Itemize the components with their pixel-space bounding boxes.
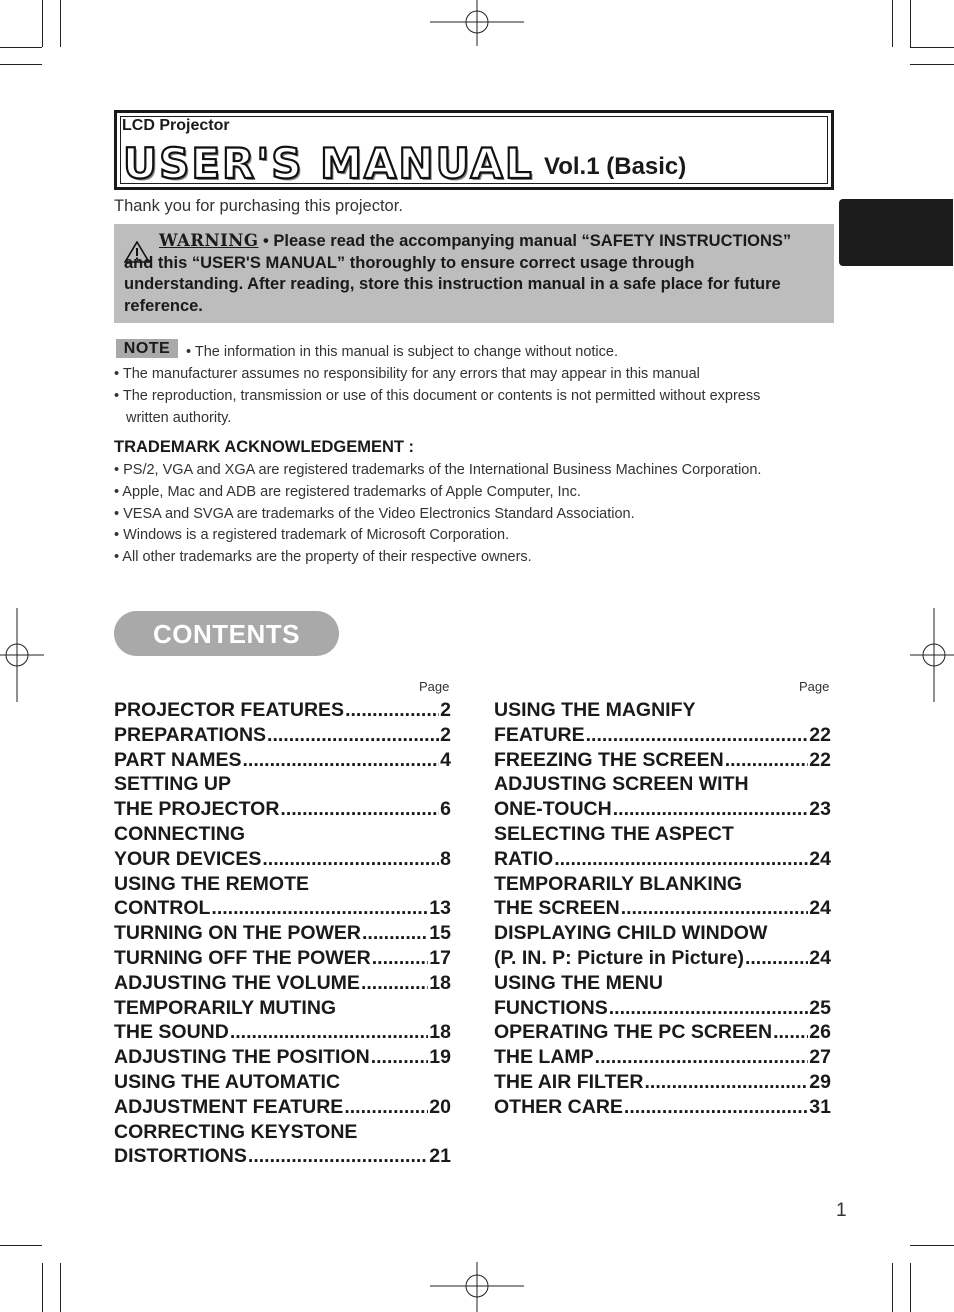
toc-entry-page: 6 bbox=[440, 798, 451, 821]
toc-entry bbox=[494, 797, 831, 822]
toc-leader-dots bbox=[345, 698, 439, 723]
trademark-heading: TRADEMARK ACKNOWLEDGEMENT : bbox=[114, 438, 415, 456]
toc-entry-label: USING THE MENU bbox=[494, 971, 664, 994]
toc-entry bbox=[114, 772, 451, 797]
toc-leader-dots bbox=[248, 1144, 428, 1169]
toc-entry-label: THE AIR FILTER bbox=[494, 1070, 644, 1093]
toc-entry-label: TURNING ON THE POWER bbox=[114, 922, 361, 945]
trademark-item: • PS/2, VGA and XGA are registered trademarks of the International Business Machines Corporation. bbox=[114, 462, 762, 478]
toc-leader-dots bbox=[361, 971, 428, 996]
toc-leader-dots bbox=[613, 797, 809, 822]
toc-entry bbox=[114, 1144, 451, 1169]
toc-entry bbox=[494, 822, 831, 847]
toc-entry bbox=[114, 1020, 451, 1045]
toc-entry-page: 18 bbox=[429, 1021, 451, 1044]
registration-mark-left bbox=[0, 608, 44, 702]
toc-entry bbox=[494, 723, 831, 748]
toc-entry-label: USING THE AUTOMATIC bbox=[114, 1070, 341, 1093]
toc-entry-page: 2 bbox=[440, 699, 451, 721]
toc-entry bbox=[114, 946, 451, 971]
language-tab bbox=[839, 199, 953, 266]
toc-entry bbox=[114, 1070, 451, 1095]
toc-entry-page: 4 bbox=[440, 748, 451, 771]
toc-entry-label: (P. IN. P: Picture in Picture) bbox=[494, 946, 744, 969]
toc-entry-label: ADJUSTING THE VOLUME bbox=[114, 971, 360, 994]
toc-entry-page: 27 bbox=[809, 1046, 831, 1069]
toc-leader-dots bbox=[242, 748, 439, 773]
toc-entry-page: 21 bbox=[429, 1145, 451, 1168]
product-label: LCD Projector bbox=[122, 117, 230, 134]
toc-entry-label: USING THE REMOTE bbox=[114, 872, 310, 895]
note-badge: NOTE bbox=[116, 339, 178, 358]
toc-entry-label: THE PROJECTOR bbox=[114, 798, 280, 821]
toc-entry bbox=[114, 921, 451, 946]
note-item: • The reproduction, transmission or use of this document or contents is not permitted without express bbox=[114, 388, 761, 404]
toc-leader-dots bbox=[773, 1020, 808, 1045]
toc-entry-label: THE SOUND bbox=[114, 1021, 229, 1044]
toc-entry bbox=[114, 748, 451, 773]
page-column-header: Page bbox=[419, 679, 450, 694]
toc-entry-page: 8 bbox=[440, 847, 451, 870]
toc-leader-dots bbox=[211, 896, 428, 921]
toc-entry bbox=[494, 847, 831, 872]
toc-entry bbox=[494, 1070, 831, 1095]
toc-entry-page: 24 bbox=[809, 897, 831, 920]
toc-entry bbox=[114, 996, 451, 1021]
registration-mark-bottom bbox=[430, 1262, 524, 1312]
note-item: • The manufacturer assumes no responsibility for any errors that may appear in this manual bbox=[114, 366, 700, 382]
toc-entry-label: THE LAMP bbox=[494, 1046, 594, 1069]
toc-entry bbox=[114, 847, 451, 872]
note-item: written authority. bbox=[126, 410, 232, 426]
warning-box bbox=[114, 224, 834, 323]
toc-entry-label: ADJUSTING SCREEN WITH bbox=[494, 773, 749, 796]
toc-entry bbox=[114, 872, 451, 897]
toc-entry-page: 20 bbox=[429, 1095, 451, 1118]
volume-label: Vol.1 (Basic) bbox=[544, 153, 687, 180]
toc-entry bbox=[494, 921, 831, 946]
toc-entry-page: 19 bbox=[429, 1046, 451, 1069]
toc-entry-label: SELECTING THE ASPECT bbox=[494, 822, 734, 845]
toc-entry-label: FUNCTIONS bbox=[494, 996, 608, 1019]
toc-entry bbox=[114, 698, 451, 723]
contents-heading: CONTENTS bbox=[114, 611, 339, 656]
toc-entry-label: USING THE MAGNIFY bbox=[494, 699, 696, 721]
toc-leader-dots bbox=[609, 996, 809, 1021]
trademark-item: • VESA and SVGA are trademarks of the Video Electronics Standard Association. bbox=[114, 506, 635, 522]
toc-entry-page: 24 bbox=[809, 847, 831, 870]
toc-entry-page: 26 bbox=[809, 1021, 831, 1044]
toc-entry bbox=[494, 872, 831, 897]
toc-entry-label: CONTROL bbox=[114, 897, 211, 920]
toc-entry-label: PREPARATIONS bbox=[114, 723, 267, 746]
toc-entry-label: PART NAMES bbox=[114, 748, 242, 771]
toc-leader-dots bbox=[745, 946, 808, 971]
toc-entry-page: 13 bbox=[429, 897, 451, 920]
toc-leader-dots bbox=[595, 1045, 809, 1070]
toc-entry bbox=[494, 996, 831, 1021]
toc-entry bbox=[114, 1095, 451, 1120]
toc-entry-label: SETTING UP bbox=[114, 773, 232, 796]
toc-entry-page: 24 bbox=[809, 946, 831, 969]
trademark-item: • Apple, Mac and ADB are registered trademarks of Apple Computer, Inc. bbox=[114, 484, 581, 500]
manual-title: USER'S MANUAL bbox=[123, 139, 534, 188]
toc-entry-label: ONE-TOUCH bbox=[494, 798, 612, 821]
toc-entry-label: TEMPORARILY MUTING bbox=[114, 996, 337, 1019]
toc-leader-dots bbox=[725, 748, 809, 773]
registration-mark-right bbox=[910, 608, 954, 702]
page-column-header: Page bbox=[799, 679, 830, 694]
toc-entry bbox=[114, 896, 451, 921]
toc-entry bbox=[494, 772, 831, 797]
toc-leader-dots bbox=[344, 1095, 428, 1120]
toc-entry-page: 15 bbox=[429, 922, 451, 945]
toc-entry-page: 31 bbox=[809, 1095, 831, 1118]
toc-entry-label: FREEZING THE SCREEN bbox=[494, 748, 724, 771]
toc-entry bbox=[114, 1120, 451, 1145]
toc-entry bbox=[114, 971, 451, 996]
warning-label: WARNING bbox=[159, 231, 259, 250]
toc-leader-dots bbox=[362, 921, 428, 946]
toc-entry-page: 17 bbox=[429, 946, 451, 969]
toc-entry-page: 29 bbox=[809, 1070, 831, 1093]
toc-entry-label: DISTORTIONS bbox=[114, 1145, 247, 1168]
toc-entry bbox=[494, 1020, 831, 1045]
intro-text: Thank you for purchasing this projector. bbox=[114, 197, 403, 215]
toc-entry-label: CONNECTING bbox=[114, 822, 246, 845]
toc-leader-dots bbox=[372, 946, 429, 971]
toc-entry-page: 22 bbox=[809, 723, 831, 746]
toc-entry bbox=[114, 797, 451, 822]
toc-left-column bbox=[114, 698, 451, 1169]
toc-entry-page: 18 bbox=[429, 971, 451, 994]
page-number: 1 bbox=[836, 1200, 847, 1221]
trademark-item: • All other trademarks are the property of their respective owners. bbox=[114, 549, 532, 565]
toc-entry bbox=[494, 748, 831, 773]
toc-entry bbox=[494, 946, 831, 971]
toc-entry-label: TURNING OFF THE POWER bbox=[114, 946, 371, 969]
toc-leader-dots bbox=[230, 1020, 428, 1045]
toc-entry-label: ADJUSTMENT FEATURE bbox=[114, 1095, 344, 1118]
toc-entry-label: PROJECTOR FEATURES bbox=[114, 699, 345, 721]
toc-entry-label: FEATURE bbox=[494, 723, 585, 746]
toc-entry-page: 23 bbox=[809, 798, 831, 821]
trademark-item: • Windows is a registered trademark of Microsoft Corporation. bbox=[114, 527, 510, 543]
toc-leader-dots bbox=[267, 723, 439, 748]
toc-entry-label: THE SCREEN bbox=[494, 897, 620, 920]
registration-mark-top bbox=[430, 0, 524, 48]
toc-right-column bbox=[494, 698, 831, 1120]
warning-text bbox=[124, 230, 814, 317]
toc-entry bbox=[494, 971, 831, 996]
toc-leader-dots bbox=[262, 847, 439, 872]
toc-leader-dots bbox=[554, 847, 808, 872]
toc-entry-label: TEMPORARILY BLANKING bbox=[494, 872, 743, 895]
toc-leader-dots bbox=[621, 896, 809, 921]
toc-leader-dots bbox=[280, 797, 439, 822]
toc-entry-label: ADJUSTING THE POSITION bbox=[114, 1046, 370, 1069]
toc-leader-dots bbox=[645, 1070, 809, 1095]
toc-entry bbox=[114, 723, 451, 748]
warning-body: • Please read the accompanying manual “SAFETY INSTRUCTIONS” and this “USER'S MANUAL” thoroughly to ensure correct usage through understanding. After reading, store this instruction manual in a safe place for future reference. bbox=[124, 232, 792, 315]
toc-leader-dots bbox=[624, 1095, 808, 1120]
toc-leader-dots bbox=[371, 1045, 429, 1070]
toc-leader-dots bbox=[586, 723, 809, 748]
toc-entry bbox=[494, 896, 831, 921]
toc-entry-label: CORRECTING KEYSTONE bbox=[114, 1120, 358, 1143]
toc-entry-label: OPERATING THE PC SCREEN bbox=[494, 1021, 773, 1044]
toc-entry-label: RATIO bbox=[494, 847, 554, 870]
toc-entry bbox=[114, 1045, 451, 1070]
note-item: • The information in this manual is subject to change without notice. bbox=[186, 344, 618, 360]
toc-entry-page: 2 bbox=[440, 723, 451, 746]
toc-entry-label: YOUR DEVICES bbox=[114, 847, 262, 870]
title-box bbox=[114, 110, 834, 190]
toc-entry bbox=[494, 1045, 831, 1070]
toc-entry-label: DISPLAYING CHILD WINDOW bbox=[494, 922, 768, 945]
toc-entry-page: 22 bbox=[809, 748, 831, 771]
toc-entry-label: OTHER CARE bbox=[494, 1095, 623, 1118]
toc-entry-page: 25 bbox=[809, 996, 831, 1019]
toc-entry bbox=[494, 1095, 831, 1120]
toc-entry bbox=[114, 822, 451, 847]
toc-entry bbox=[494, 698, 831, 723]
